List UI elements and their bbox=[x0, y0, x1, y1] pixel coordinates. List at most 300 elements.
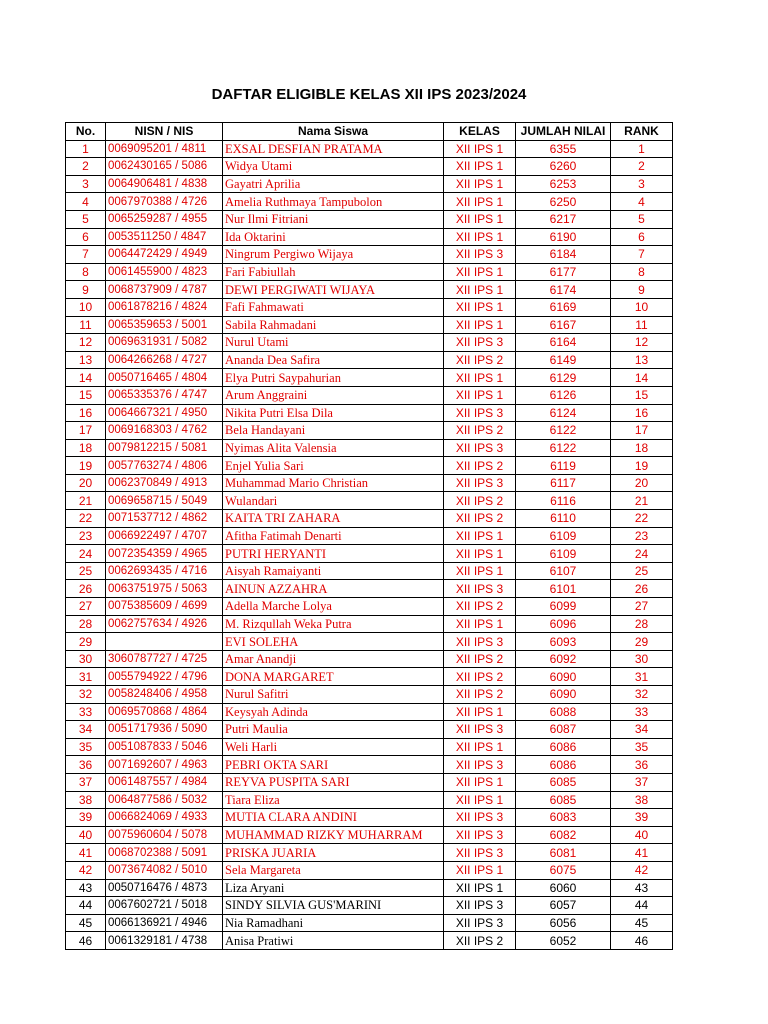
cell-jumlah-nilai: 6088 bbox=[516, 703, 611, 721]
cell-jumlah-nilai: 6110 bbox=[516, 510, 611, 528]
cell-nisn: 0075385609 / 4699 bbox=[106, 598, 223, 616]
cell-no: 26 bbox=[66, 580, 106, 598]
cell-no: 32 bbox=[66, 686, 106, 704]
cell-kelas: XII IPS 1 bbox=[444, 615, 516, 633]
cell-nama-siswa: Keysyah Adinda bbox=[223, 703, 444, 721]
cell-nama-siswa: Wulandari bbox=[223, 492, 444, 510]
cell-no: 40 bbox=[66, 826, 106, 844]
cell-rank: 29 bbox=[611, 633, 673, 651]
cell-nama-siswa: PRISKA JUARIA bbox=[223, 844, 444, 862]
cell-nama-siswa: SINDY SILVIA GUS'MARINI bbox=[223, 897, 444, 915]
cell-no: 42 bbox=[66, 861, 106, 879]
cell-no: 14 bbox=[66, 369, 106, 387]
table-row bbox=[66, 316, 673, 334]
cell-kelas: XII IPS 2 bbox=[444, 422, 516, 440]
cell-no: 19 bbox=[66, 457, 106, 475]
cell-nisn: 0055794922 / 4796 bbox=[106, 668, 223, 686]
cell-kelas: XII IPS 3 bbox=[444, 809, 516, 827]
cell-jumlah-nilai: 6085 bbox=[516, 791, 611, 809]
cell-nisn: 0071692607 / 4963 bbox=[106, 756, 223, 774]
cell-nisn: 0058248406 / 4958 bbox=[106, 686, 223, 704]
table-row bbox=[66, 562, 673, 580]
cell-jumlah-nilai: 6119 bbox=[516, 457, 611, 475]
cell-jumlah-nilai: 6056 bbox=[516, 914, 611, 932]
cell-jumlah-nilai: 6090 bbox=[516, 686, 611, 704]
cell-rank: 27 bbox=[611, 598, 673, 616]
cell-kelas: XII IPS 1 bbox=[444, 228, 516, 246]
cell-jumlah-nilai: 6109 bbox=[516, 527, 611, 545]
cell-rank: 30 bbox=[611, 650, 673, 668]
cell-kelas: XII IPS 1 bbox=[444, 140, 516, 158]
cell-kelas: XII IPS 3 bbox=[444, 897, 516, 915]
header-jumlah-nilai: JUMLAH NILAI bbox=[516, 123, 611, 141]
cell-jumlah-nilai: 6117 bbox=[516, 474, 611, 492]
cell-nisn: 0051717936 / 5090 bbox=[106, 721, 223, 739]
cell-jumlah-nilai: 6174 bbox=[516, 281, 611, 299]
header-rank: RANK bbox=[611, 123, 673, 141]
cell-kelas: XII IPS 1 bbox=[444, 545, 516, 563]
cell-rank: 41 bbox=[611, 844, 673, 862]
cell-jumlah-nilai: 6086 bbox=[516, 738, 611, 756]
cell-nama-siswa: Ningrum Pergiwo Wijaya bbox=[223, 246, 444, 264]
cell-nama-siswa: Anisa Pratiwi bbox=[223, 932, 444, 950]
cell-no: 22 bbox=[66, 510, 106, 528]
cell-nisn bbox=[106, 633, 223, 651]
cell-jumlah-nilai: 6122 bbox=[516, 439, 611, 457]
cell-nisn: 0071537712 / 4862 bbox=[106, 510, 223, 528]
cell-nisn: 3060787727 / 4725 bbox=[106, 650, 223, 668]
cell-rank: 23 bbox=[611, 527, 673, 545]
cell-rank: 2 bbox=[611, 158, 673, 176]
table-row bbox=[66, 527, 673, 545]
cell-kelas: XII IPS 1 bbox=[444, 527, 516, 545]
cell-jumlah-nilai: 6253 bbox=[516, 175, 611, 193]
cell-kelas: XII IPS 2 bbox=[444, 668, 516, 686]
table-row bbox=[66, 668, 673, 686]
cell-rank: 39 bbox=[611, 809, 673, 827]
cell-kelas: XII IPS 1 bbox=[444, 281, 516, 299]
cell-nama-siswa: Amelia Ruthmaya Tampubolon bbox=[223, 193, 444, 211]
cell-nisn: 0050716465 / 4804 bbox=[106, 369, 223, 387]
cell-nisn: 0072354359 / 4965 bbox=[106, 545, 223, 563]
cell-jumlah-nilai: 6164 bbox=[516, 334, 611, 352]
table-row bbox=[66, 615, 673, 633]
cell-rank: 40 bbox=[611, 826, 673, 844]
table-row bbox=[66, 686, 673, 704]
cell-rank: 6 bbox=[611, 228, 673, 246]
cell-no: 3 bbox=[66, 175, 106, 193]
table-row bbox=[66, 756, 673, 774]
cell-rank: 28 bbox=[611, 615, 673, 633]
cell-kelas: XII IPS 2 bbox=[444, 932, 516, 950]
cell-nisn: 0062693435 / 4716 bbox=[106, 562, 223, 580]
cell-rank: 5 bbox=[611, 210, 673, 228]
cell-no: 7 bbox=[66, 246, 106, 264]
cell-no: 29 bbox=[66, 633, 106, 651]
table-row bbox=[66, 404, 673, 422]
table-row bbox=[66, 140, 673, 158]
cell-kelas: XII IPS 3 bbox=[444, 404, 516, 422]
cell-no: 43 bbox=[66, 879, 106, 897]
cell-jumlah-nilai: 6116 bbox=[516, 492, 611, 510]
cell-jumlah-nilai: 6250 bbox=[516, 193, 611, 211]
table-row bbox=[66, 809, 673, 827]
cell-kelas: XII IPS 2 bbox=[444, 650, 516, 668]
cell-nama-siswa: PEBRI OKTA SARI bbox=[223, 756, 444, 774]
cell-rank: 24 bbox=[611, 545, 673, 563]
table-row bbox=[66, 510, 673, 528]
cell-nama-siswa: M. Rizqullah Weka Putra bbox=[223, 615, 444, 633]
table-header-row bbox=[66, 123, 673, 141]
table-row bbox=[66, 281, 673, 299]
cell-nama-siswa: AINUN AZZAHRA bbox=[223, 580, 444, 598]
cell-nisn: 0068702388 / 5091 bbox=[106, 844, 223, 862]
cell-nisn: 0063751975 / 5063 bbox=[106, 580, 223, 598]
cell-kelas: XII IPS 1 bbox=[444, 210, 516, 228]
cell-rank: 12 bbox=[611, 334, 673, 352]
table-row bbox=[66, 298, 673, 316]
cell-kelas: XII IPS 2 bbox=[444, 510, 516, 528]
cell-nama-siswa: PUTRI HERYANTI bbox=[223, 545, 444, 563]
table-row bbox=[66, 738, 673, 756]
cell-no: 15 bbox=[66, 386, 106, 404]
table-row bbox=[66, 580, 673, 598]
cell-jumlah-nilai: 6052 bbox=[516, 932, 611, 950]
cell-nisn: 0050716476 / 4873 bbox=[106, 879, 223, 897]
cell-nisn: 0064667321 / 4950 bbox=[106, 404, 223, 422]
table-row bbox=[66, 457, 673, 475]
cell-rank: 43 bbox=[611, 879, 673, 897]
header-kelas: KELAS bbox=[444, 123, 516, 141]
cell-no: 21 bbox=[66, 492, 106, 510]
cell-rank: 46 bbox=[611, 932, 673, 950]
cell-kelas: XII IPS 2 bbox=[444, 492, 516, 510]
cell-rank: 15 bbox=[611, 386, 673, 404]
cell-kelas: XII IPS 3 bbox=[444, 474, 516, 492]
cell-kelas: XII IPS 1 bbox=[444, 879, 516, 897]
cell-nisn: 0064266268 / 4727 bbox=[106, 351, 223, 369]
cell-jumlah-nilai: 6075 bbox=[516, 861, 611, 879]
cell-rank: 10 bbox=[611, 298, 673, 316]
cell-kelas: XII IPS 1 bbox=[444, 193, 516, 211]
cell-no: 5 bbox=[66, 210, 106, 228]
table-row bbox=[66, 826, 673, 844]
cell-no: 6 bbox=[66, 228, 106, 246]
cell-kelas: XII IPS 1 bbox=[444, 703, 516, 721]
cell-nama-siswa: Nur Ilmi Fitriani bbox=[223, 210, 444, 228]
header-nama-siswa: Nama Siswa bbox=[223, 123, 444, 141]
cell-kelas: XII IPS 2 bbox=[444, 457, 516, 475]
cell-rank: 22 bbox=[611, 510, 673, 528]
cell-nisn: 0061487557 / 4984 bbox=[106, 773, 223, 791]
cell-kelas: XII IPS 2 bbox=[444, 686, 516, 704]
cell-kelas: XII IPS 1 bbox=[444, 175, 516, 193]
cell-nama-siswa: Bela Handayani bbox=[223, 422, 444, 440]
cell-rank: 1 bbox=[611, 140, 673, 158]
cell-nama-siswa: Amar Anandji bbox=[223, 650, 444, 668]
table-row bbox=[66, 158, 673, 176]
table-row bbox=[66, 474, 673, 492]
cell-jumlah-nilai: 6083 bbox=[516, 809, 611, 827]
cell-kelas: XII IPS 3 bbox=[444, 439, 516, 457]
cell-no: 4 bbox=[66, 193, 106, 211]
cell-kelas: XII IPS 3 bbox=[444, 721, 516, 739]
cell-nisn: 0061455900 / 4823 bbox=[106, 263, 223, 281]
cell-nama-siswa: MUTIA CLARA ANDINI bbox=[223, 809, 444, 827]
cell-rank: 44 bbox=[611, 897, 673, 915]
cell-no: 24 bbox=[66, 545, 106, 563]
cell-nisn: 0064472429 / 4949 bbox=[106, 246, 223, 264]
cell-nisn: 0061878216 / 4824 bbox=[106, 298, 223, 316]
cell-rank: 32 bbox=[611, 686, 673, 704]
cell-nama-siswa: Afitha Fatimah Denarti bbox=[223, 527, 444, 545]
table-row bbox=[66, 721, 673, 739]
cell-jumlah-nilai: 6190 bbox=[516, 228, 611, 246]
cell-nisn: 0064906481 / 4838 bbox=[106, 175, 223, 193]
cell-nama-siswa: Ananda Dea Safira bbox=[223, 351, 444, 369]
header-no: No. bbox=[66, 123, 106, 141]
cell-nama-siswa: Widya Utami bbox=[223, 158, 444, 176]
cell-nisn: 0065259287 / 4955 bbox=[106, 210, 223, 228]
table-row bbox=[66, 773, 673, 791]
cell-no: 35 bbox=[66, 738, 106, 756]
cell-no: 36 bbox=[66, 756, 106, 774]
cell-kelas: XII IPS 1 bbox=[444, 263, 516, 281]
cell-jumlah-nilai: 6355 bbox=[516, 140, 611, 158]
cell-jumlah-nilai: 6177 bbox=[516, 263, 611, 281]
cell-no: 20 bbox=[66, 474, 106, 492]
cell-nama-siswa: Sabila Rahmadani bbox=[223, 316, 444, 334]
cell-nisn: 0064877586 / 5032 bbox=[106, 791, 223, 809]
table-row bbox=[66, 650, 673, 668]
cell-nama-siswa: Muhammad Mario Christian bbox=[223, 474, 444, 492]
document-title: DAFTAR ELIGIBLE KELAS XII IPS 2023/2024 bbox=[211, 86, 527, 103]
cell-kelas: XII IPS 1 bbox=[444, 158, 516, 176]
cell-no: 45 bbox=[66, 914, 106, 932]
cell-jumlah-nilai: 6081 bbox=[516, 844, 611, 862]
cell-nisn: 0062757634 / 4926 bbox=[106, 615, 223, 633]
cell-no: 38 bbox=[66, 791, 106, 809]
cell-rank: 45 bbox=[611, 914, 673, 932]
table-row bbox=[66, 228, 673, 246]
table-row bbox=[66, 545, 673, 563]
table-row bbox=[66, 246, 673, 264]
cell-no: 28 bbox=[66, 615, 106, 633]
cell-rank: 17 bbox=[611, 422, 673, 440]
table-row bbox=[66, 633, 673, 651]
cell-nisn: 0066136921 / 4946 bbox=[106, 914, 223, 932]
cell-nisn: 0051087833 / 5046 bbox=[106, 738, 223, 756]
table-row bbox=[66, 351, 673, 369]
header-nisn: NISN / NIS bbox=[106, 123, 223, 141]
table-row bbox=[66, 386, 673, 404]
cell-nama-siswa: Elya Putri Saypahurian bbox=[223, 369, 444, 387]
cell-no: 39 bbox=[66, 809, 106, 827]
eligible-students-table bbox=[65, 122, 673, 950]
cell-jumlah-nilai: 6099 bbox=[516, 598, 611, 616]
table-row bbox=[66, 334, 673, 352]
cell-jumlah-nilai: 6087 bbox=[516, 721, 611, 739]
cell-jumlah-nilai: 6149 bbox=[516, 351, 611, 369]
cell-nisn: 0069168303 / 4762 bbox=[106, 422, 223, 440]
cell-no: 16 bbox=[66, 404, 106, 422]
cell-jumlah-nilai: 6090 bbox=[516, 668, 611, 686]
cell-jumlah-nilai: 6082 bbox=[516, 826, 611, 844]
cell-nisn: 0062370849 / 4913 bbox=[106, 474, 223, 492]
cell-nama-siswa: Sela Margareta bbox=[223, 861, 444, 879]
cell-nama-siswa: EXSAL DESFIAN PRATAMA bbox=[223, 140, 444, 158]
cell-no: 23 bbox=[66, 527, 106, 545]
cell-kelas: XII IPS 3 bbox=[444, 580, 516, 598]
cell-nisn: 0069631931 / 5082 bbox=[106, 334, 223, 352]
cell-nisn: 0062430165 / 5086 bbox=[106, 158, 223, 176]
cell-kelas: XII IPS 2 bbox=[444, 351, 516, 369]
cell-no: 33 bbox=[66, 703, 106, 721]
cell-no: 17 bbox=[66, 422, 106, 440]
table-row bbox=[66, 703, 673, 721]
cell-nama-siswa: Fari Fabiullah bbox=[223, 263, 444, 281]
cell-jumlah-nilai: 6217 bbox=[516, 210, 611, 228]
cell-kelas: XII IPS 1 bbox=[444, 562, 516, 580]
cell-nisn: 0061329181 / 4738 bbox=[106, 932, 223, 950]
cell-kelas: XII IPS 1 bbox=[444, 773, 516, 791]
cell-nama-siswa: Enjel Yulia Sari bbox=[223, 457, 444, 475]
cell-rank: 18 bbox=[611, 439, 673, 457]
cell-nama-siswa: Gayatri Aprilia bbox=[223, 175, 444, 193]
cell-rank: 19 bbox=[611, 457, 673, 475]
cell-nama-siswa: Nyimas Alita Valensia bbox=[223, 439, 444, 457]
cell-nisn: 0069658715 / 5049 bbox=[106, 492, 223, 510]
table-row bbox=[66, 861, 673, 879]
cell-no: 27 bbox=[66, 598, 106, 616]
cell-kelas: XII IPS 3 bbox=[444, 633, 516, 651]
table-row bbox=[66, 422, 673, 440]
cell-nama-siswa: Putri Maulia bbox=[223, 721, 444, 739]
cell-nisn: 0079812215 / 5081 bbox=[106, 439, 223, 457]
cell-nama-siswa: Liza Aryani bbox=[223, 879, 444, 897]
cell-rank: 38 bbox=[611, 791, 673, 809]
cell-jumlah-nilai: 6096 bbox=[516, 615, 611, 633]
cell-jumlah-nilai: 6060 bbox=[516, 879, 611, 897]
cell-kelas: XII IPS 1 bbox=[444, 861, 516, 879]
cell-kelas: XII IPS 3 bbox=[444, 334, 516, 352]
table-row bbox=[66, 175, 673, 193]
cell-kelas: XII IPS 1 bbox=[444, 316, 516, 334]
cell-jumlah-nilai: 6167 bbox=[516, 316, 611, 334]
cell-nisn: 0075960604 / 5078 bbox=[106, 826, 223, 844]
cell-jumlah-nilai: 6124 bbox=[516, 404, 611, 422]
cell-kelas: XII IPS 3 bbox=[444, 246, 516, 264]
cell-kelas: XII IPS 3 bbox=[444, 756, 516, 774]
cell-nama-siswa: Aisyah Ramaiyanti bbox=[223, 562, 444, 580]
cell-rank: 20 bbox=[611, 474, 673, 492]
cell-rank: 21 bbox=[611, 492, 673, 510]
cell-no: 13 bbox=[66, 351, 106, 369]
cell-kelas: XII IPS 1 bbox=[444, 298, 516, 316]
cell-jumlah-nilai: 6184 bbox=[516, 246, 611, 264]
cell-jumlah-nilai: 6086 bbox=[516, 756, 611, 774]
cell-no: 11 bbox=[66, 316, 106, 334]
cell-kelas: XII IPS 1 bbox=[444, 386, 516, 404]
cell-jumlah-nilai: 6057 bbox=[516, 897, 611, 915]
cell-rank: 25 bbox=[611, 562, 673, 580]
cell-no: 1 bbox=[66, 140, 106, 158]
cell-jumlah-nilai: 6260 bbox=[516, 158, 611, 176]
cell-no: 10 bbox=[66, 298, 106, 316]
cell-rank: 7 bbox=[611, 246, 673, 264]
cell-jumlah-nilai: 6129 bbox=[516, 369, 611, 387]
cell-no: 25 bbox=[66, 562, 106, 580]
cell-nama-siswa: Arum Anggraini bbox=[223, 386, 444, 404]
cell-rank: 42 bbox=[611, 861, 673, 879]
table-row bbox=[66, 914, 673, 932]
cell-rank: 26 bbox=[611, 580, 673, 598]
cell-nama-siswa: DONA MARGARET bbox=[223, 668, 444, 686]
cell-jumlah-nilai: 6122 bbox=[516, 422, 611, 440]
cell-no: 37 bbox=[66, 773, 106, 791]
table-row bbox=[66, 932, 673, 950]
cell-nisn: 0067602721 / 5018 bbox=[106, 897, 223, 915]
table-row bbox=[66, 210, 673, 228]
cell-kelas: XII IPS 3 bbox=[444, 914, 516, 932]
table-row bbox=[66, 844, 673, 862]
cell-rank: 8 bbox=[611, 263, 673, 281]
cell-kelas: XII IPS 1 bbox=[444, 738, 516, 756]
cell-nama-siswa: Nia Ramadhani bbox=[223, 914, 444, 932]
cell-nisn: 0073674082 / 5010 bbox=[106, 861, 223, 879]
cell-jumlah-nilai: 6107 bbox=[516, 562, 611, 580]
cell-nama-siswa: Nurul Safitri bbox=[223, 686, 444, 704]
cell-nama-siswa: Weli Harli bbox=[223, 738, 444, 756]
cell-nisn: 0066922497 / 4707 bbox=[106, 527, 223, 545]
cell-rank: 31 bbox=[611, 668, 673, 686]
cell-jumlah-nilai: 6126 bbox=[516, 386, 611, 404]
cell-no: 12 bbox=[66, 334, 106, 352]
cell-rank: 34 bbox=[611, 721, 673, 739]
table-row bbox=[66, 791, 673, 809]
cell-kelas: XII IPS 2 bbox=[444, 598, 516, 616]
cell-rank: 33 bbox=[611, 703, 673, 721]
cell-kelas: XII IPS 3 bbox=[444, 844, 516, 862]
cell-no: 9 bbox=[66, 281, 106, 299]
cell-nama-siswa: DEWI PERGIWATI WIJAYA bbox=[223, 281, 444, 299]
cell-no: 31 bbox=[66, 668, 106, 686]
cell-nama-siswa: Ida Oktarini bbox=[223, 228, 444, 246]
table-row bbox=[66, 369, 673, 387]
cell-jumlah-nilai: 6109 bbox=[516, 545, 611, 563]
cell-jumlah-nilai: 6085 bbox=[516, 773, 611, 791]
cell-no: 46 bbox=[66, 932, 106, 950]
table-row bbox=[66, 439, 673, 457]
cell-nisn: 0067970388 / 4726 bbox=[106, 193, 223, 211]
cell-nisn: 0068737909 / 4787 bbox=[106, 281, 223, 299]
cell-kelas: XII IPS 1 bbox=[444, 791, 516, 809]
cell-no: 18 bbox=[66, 439, 106, 457]
table-row bbox=[66, 598, 673, 616]
cell-no: 44 bbox=[66, 897, 106, 915]
cell-rank: 13 bbox=[611, 351, 673, 369]
cell-nisn: 0053511250 / 4847 bbox=[106, 228, 223, 246]
cell-nama-siswa: Nikita Putri Elsa Dila bbox=[223, 404, 444, 422]
cell-nisn: 0065335376 / 4747 bbox=[106, 386, 223, 404]
cell-no: 30 bbox=[66, 650, 106, 668]
cell-no: 8 bbox=[66, 263, 106, 281]
cell-kelas: XII IPS 3 bbox=[444, 826, 516, 844]
cell-rank: 16 bbox=[611, 404, 673, 422]
cell-nama-siswa: Tiara Eliza bbox=[223, 791, 444, 809]
cell-rank: 14 bbox=[611, 369, 673, 387]
table-row bbox=[66, 263, 673, 281]
